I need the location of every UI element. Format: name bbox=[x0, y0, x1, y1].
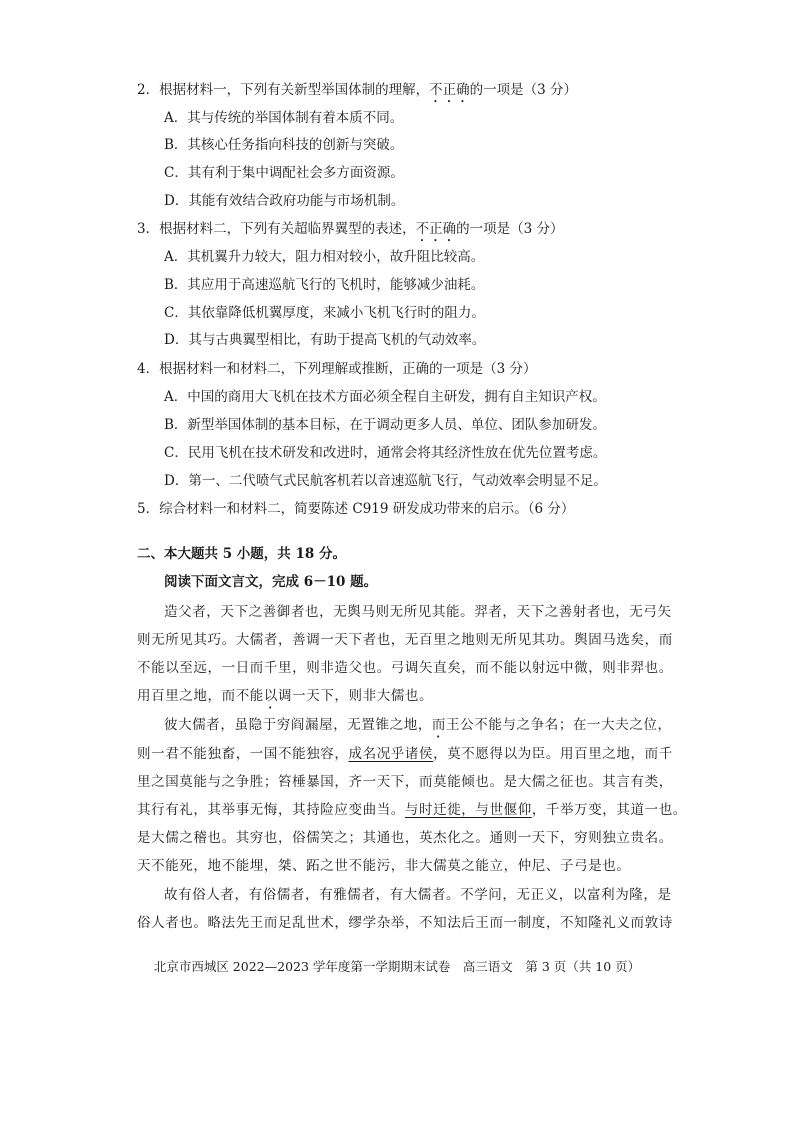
option-4a: A．中国的商用大飞机在技术方面必须全程自主研发，拥有自主知识产权。 bbox=[164, 389, 606, 405]
passage-line: 不能以至远，一日而千里，则非造父也。弓调矢直矣，而不能以射远中微，则非羿也。 bbox=[137, 660, 673, 676]
option-4c: C．民用飞机在技术研发和改进时，通常会将其经济性放在优先位置考虑。 bbox=[164, 445, 607, 461]
question-number: 5． bbox=[137, 501, 160, 517]
emphasis-text: 以 bbox=[263, 688, 279, 704]
question-stem-post: 的一项是（3 分） bbox=[469, 82, 577, 98]
option-3c: C．其依靠降低机翼厚度，来减小飞机飞行时的阻力。 bbox=[164, 305, 485, 321]
passage-line: 其行有礼，其举事无悔，其持险应变曲当。与时迁徙，与世偃仰，千举万变，其道一也。 bbox=[137, 802, 687, 818]
section-instruction: 阅读下面文言文，完成 6－10 题。 bbox=[164, 574, 378, 590]
option-3d: D．其与古典翼型相比，有助于提高飞机的气动效率。 bbox=[164, 332, 486, 348]
passage-line: 故有俗人者，有俗儒者，有雅儒者，有大儒者。不学问，无正义，以富利为隆，是 bbox=[164, 887, 672, 903]
passage-line: 则一君不能独畜，一国不能独容，成名况乎诸侯，莫不愿得以为臣。用百里之地，而千 bbox=[137, 746, 673, 762]
option-2b: B．其核心任务指向科技的创新与突破。 bbox=[164, 137, 404, 153]
option-4b: B．新型举国体制的基本目标，在于调动更多人员、单位、团队参加研发。 bbox=[164, 417, 606, 433]
question-3 bbox=[137, 220, 563, 245]
question-number: 3． bbox=[137, 221, 160, 237]
question-stem-pre: 根据材料一，下列有关新型举国体制的理解， bbox=[159, 82, 430, 98]
question-stem: 根据材料一和材料二，下列理解或推断，正确的一项是（3 分） bbox=[159, 361, 537, 377]
question-4 bbox=[137, 360, 536, 378]
question-stem-pre: 根据材料二，下列有关超临界翼型的表述， bbox=[159, 221, 416, 237]
passage-line: 用百里之地，而不能以调一天下，则非大儒也。 bbox=[137, 688, 434, 704]
option-2c: C．其有利于集中调配社会多方面资源。 bbox=[164, 165, 404, 181]
option-2d: D．其能有效结合政府功能与市场机制。 bbox=[164, 193, 405, 209]
passage-line: 里之国莫能与之争胜；笞棰暴国，齐一天下，而莫能倾也。是大儒之征也。其言有类， bbox=[137, 774, 673, 790]
question-stem: 综合材料一和材料二，简要陈述 C919 研发成功带来的启示。（6 分） bbox=[159, 501, 575, 517]
passage-line: 俗人者也。略法先王而足乱世术，缪学杂举，不知法后王而一制度，不知隆礼义而敦诗 bbox=[137, 915, 673, 931]
passage-line: 则无所见其巧。大儒者，善调一天下者也，无百里之地则无所见其功。舆固马选矣，而 bbox=[137, 632, 673, 648]
question-number: 4． bbox=[137, 361, 160, 377]
underlined-sentence: 与时迁徙，与世偃仰 bbox=[404, 802, 532, 818]
section-title: 二、本大题共 5 小题，共 18 分。 bbox=[137, 546, 346, 562]
option-4d: D．第一、二代喷气式民航客机若以音速巡航飞行，气动效率会明显不足。 bbox=[164, 473, 607, 489]
passage-line: 彼大儒者，虽隐于穷阎漏屋，无置锥之地，而王公不能与之争名；在一大夫之位， bbox=[164, 717, 672, 733]
passage-line: 天不能死，地不能埋，桀、跖之世不能污，非大儒莫之能立，仲尼、子弓是也。 bbox=[137, 858, 631, 874]
question-5 bbox=[137, 500, 574, 518]
option-2a: A．其与传统的举国体制有着本质不同。 bbox=[164, 110, 404, 126]
question-2 bbox=[137, 81, 577, 106]
underlined-sentence: 成名况乎诸侯 bbox=[348, 746, 434, 762]
question-stem-post: 的一项是（3 分） bbox=[456, 221, 564, 237]
option-3a: A．其机翼升力较大，阻力相对较小，故升阻比较高。 bbox=[164, 249, 485, 265]
option-3b: B．其应用于高速巡航飞行的飞机时，能够减少油耗。 bbox=[164, 277, 485, 293]
emphasis-text: 不正确 bbox=[429, 82, 470, 98]
passage-line: 是大儒之稽也。其穷也，俗儒笑之；其通也，英杰化之。通则一天下，穷则独立贵名。 bbox=[137, 830, 673, 846]
question-number: 2． bbox=[137, 82, 160, 98]
passage-line: 造父者，天下之善御者也，无舆马则无所见其能。羿者，天下之善射者也，无弓矢 bbox=[164, 604, 672, 620]
page-footer: 北京市西城区 2022—2023 学年度第一学期期末试卷 高三语文 第 3 页（共 10 页） bbox=[153, 959, 641, 974]
emphasis-text: 而 bbox=[431, 717, 447, 733]
emphasis-text: 不正确 bbox=[415, 221, 457, 237]
